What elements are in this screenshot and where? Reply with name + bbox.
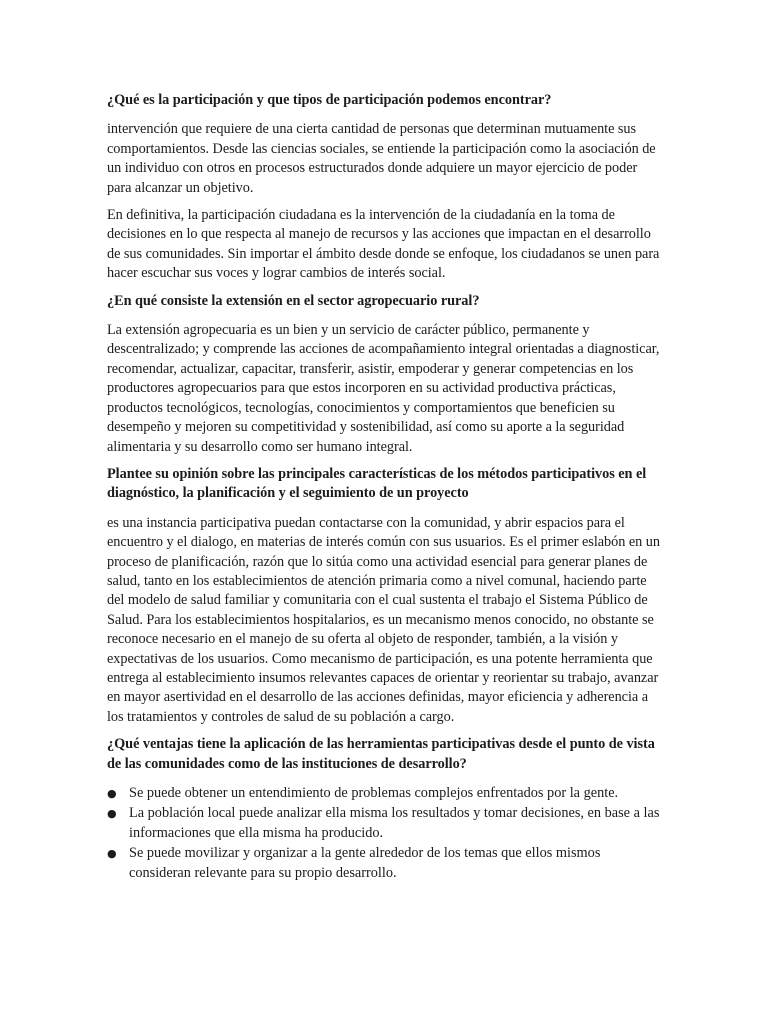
list-item-text: Se puede obtener un entendimiento de problemas complejos enfrentados por la gente. <box>129 785 619 801</box>
section-heading: ¿Qué ventajas tiene la aplicación de las herramientas participativas desde el punto de vista de las comunidades como de las instituciones de desarrollo? <box>107 736 655 772</box>
bullet-icon: ● <box>107 807 117 821</box>
bullet-icon: ● <box>107 787 117 800</box>
bullet-list <box>107 784 665 883</box>
body-paragraph: En definitiva, la participación ciudadana es la intervención de la ciudadanía en la toma de decisiones en lo que respecta al manejo de recursos y las acciones que impactan en el desarrollo de sus comunidades. Sin importar el ámbito desde donde se enfoque, los ciudadanos se unen para hacer escuchar sus voces y lograr cambios de interés social. <box>107 207 660 282</box>
list-item <box>107 804 665 843</box>
document-page <box>107 91 665 884</box>
bullet-icon: ● <box>107 847 117 861</box>
section-heading: Plantee su opinión sobre las principales características de los métodos participativos en el diagnóstico, la planificación y el seguimiento de un proyecto <box>107 465 647 502</box>
section-participacion <box>107 91 665 284</box>
list-item-text: La población local puede analizar ella misma los resultados y tomar decisiones, en base a las informaciones que ella misma ha producido. <box>129 805 660 841</box>
list-item <box>107 844 665 883</box>
section-heading: ¿Qué es la participación y que tipos de participación podemos encontrar? <box>107 92 552 108</box>
section-heading: ¿En qué consiste la extensión en el sector agropecuario rural? <box>107 292 480 309</box>
section-ventajas-herramientas <box>107 735 665 883</box>
body-paragraph: intervención que requiere de una cierta cantidad de personas que determinan mutuamente sus comportamientos. Desde las ciencias sociales, se entiende la participación como la asociación de un individuo con otros en procesos estructurados donde adquiere un mayor ejercicio de poder para alcanzar un objetivo. <box>107 121 656 196</box>
list-item <box>107 784 665 803</box>
section-extension-agropecuaria <box>107 292 665 457</box>
section-metodos-participativos <box>107 465 665 727</box>
body-paragraph: es una instancia participativa puedan contactarse con la comunidad, y abrir espacios para el encuentro y el dialogo, en materias de interés común con sus usuarios. Es el primer eslabón en un proceso de planificación, razón que lo sitúa como una actividad esencial para generar planes de salud, tanto en los establecimientos de atención primaria como a nivel comunal, haciendo parte del modelo de salud familiar y comunitaria con el cual sustenta el trabajo el Sistema Público de Salud. Para los establecimientos hospitalarios, es un mecanismo menos conocido, no obstante se reconoce necesario en el manejo de su oferta al objeto de responder, también, a la visión y expectativas de los usuarios. Como mecanismo de participación, es una potente herramienta que entrega al establecimiento insumos relevantes capaces de orientar y reorientar su trabajo, avanzar en mayor asertividad en el desarrollo de las acciones definidas, mayor eficiencia y adherencia a los tratamientos y controles de salud de su población a cargo. <box>107 514 660 725</box>
list-item-text: Se puede movilizar y organizar a la gente alrededor de los temas que ellos mismos consideran relevante para su propio desarrollo. <box>129 845 601 881</box>
body-paragraph: La extensión agropecuaria es un bien y un servicio de carácter público, permanente y descentralizado; y comprende las acciones de acompañamiento integral orientadas a diagnosticar, recomendar, actualizar, capacitar, transferir, asistir, empoderar y generar competencias en los productores agropecuarios para que estos incorporen en su actividad productiva prácticas, productos tecnológicos, tecnologías, conocimientos y comportamientos que beneficien su desempeño y mejoren su competitividad y sostenibilidad, así como su aporte a la seguridad alimentaria y su desarrollo como ser humano integral. <box>107 322 660 455</box>
